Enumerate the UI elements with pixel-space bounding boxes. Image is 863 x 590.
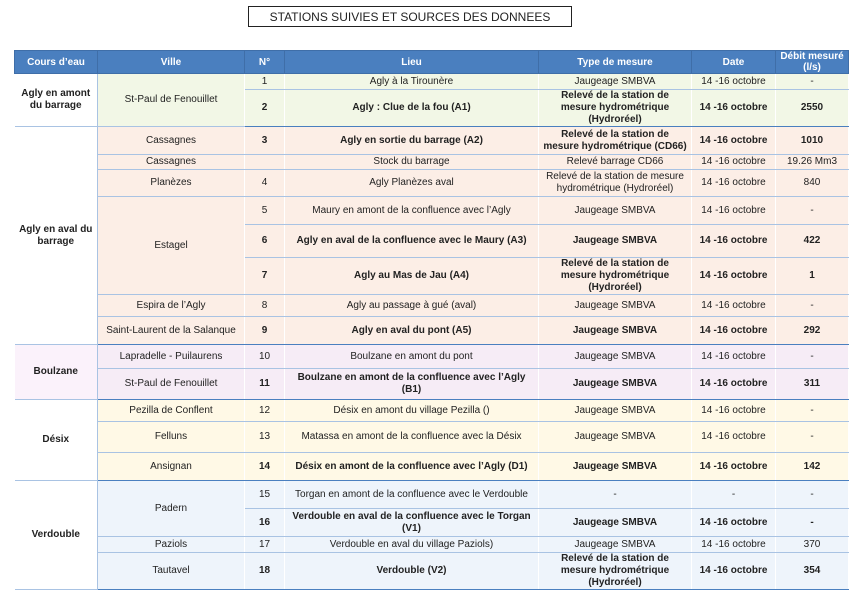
date-cell: 14 -16 octobre <box>692 345 776 369</box>
number-cell: 10 <box>245 345 285 369</box>
header-lieu: Lieu <box>285 51 539 74</box>
number-cell: 18 <box>245 553 285 590</box>
location-cell: Agly en sortie du barrage (A2) <box>285 127 539 155</box>
measure-type-cell: Jaugeage SMBVA <box>539 197 692 225</box>
flow-cell: 292 <box>776 317 849 345</box>
measure-type-cell: Relevé de la station de mesure hydrométrique (Hydroréel) <box>539 553 692 590</box>
river-cell: Boulzane <box>15 345 98 400</box>
location-cell: Agly au Mas de Jau (A4) <box>285 258 539 295</box>
table-row <box>15 170 849 197</box>
flow-cell: 311 <box>776 369 849 400</box>
flow-cell: - <box>776 422 849 453</box>
number-cell: 2 <box>245 90 285 127</box>
measure-type-cell: Relevé de la station de mesure hydrométrique (Hydroréel) <box>539 90 692 127</box>
date-cell: 14 -16 octobre <box>692 509 776 537</box>
measure-type-cell: Jaugeage SMBVA <box>539 369 692 400</box>
date-cell: 14 -16 octobre <box>692 369 776 400</box>
number-cell: 13 <box>245 422 285 453</box>
date-cell: 14 -16 octobre <box>692 453 776 481</box>
table-row <box>15 74 849 90</box>
measure-type-cell: Jaugeage SMBVA <box>539 295 692 317</box>
location-cell: Verdouble (V2) <box>285 553 539 590</box>
table-row <box>15 155 849 170</box>
number-cell: 4 <box>245 170 285 197</box>
city-cell: Lapradelle - Puilaurens <box>98 345 245 369</box>
measure-type-cell: Jaugeage SMBVA <box>539 74 692 90</box>
date-cell: 14 -16 octobre <box>692 127 776 155</box>
measure-type-cell: Jaugeage SMBVA <box>539 400 692 422</box>
river-cell: Agly en amont du barrage <box>15 74 98 127</box>
header-numero: N° <box>245 51 285 74</box>
flow-cell: 1010 <box>776 127 849 155</box>
table-row <box>15 553 849 590</box>
location-cell: Agly en aval du pont (A5) <box>285 317 539 345</box>
location-cell: Agly en aval de la confluence avec le Maury (A3) <box>285 225 539 258</box>
measure-type-cell: Relevé de la station de mesure hydrométrique (Hydroréel) <box>539 170 692 197</box>
location-cell: Matassa en amont de la confluence avec la Désix <box>285 422 539 453</box>
measure-type-cell: Jaugeage SMBVA <box>539 422 692 453</box>
table-row <box>15 422 849 453</box>
flow-cell: 370 <box>776 537 849 553</box>
city-cell: Espira de l’Agly <box>98 295 245 317</box>
table-row <box>15 453 849 481</box>
city-cell: Felluns <box>98 422 245 453</box>
city-cell: Planèzes <box>98 170 245 197</box>
header-debit: Débit mesuré (l/s) <box>776 51 849 74</box>
flow-cell: - <box>776 481 849 509</box>
table-row <box>15 400 849 422</box>
number-cell: 7 <box>245 258 285 295</box>
city-cell: Paziols <box>98 537 245 553</box>
location-cell: Stock du barrage <box>285 155 539 170</box>
header-type-de-mesure: Type de mesure <box>539 51 692 74</box>
city-cell: St-Paul de Fenouillet <box>98 369 245 400</box>
number-cell: 3 <box>245 127 285 155</box>
city-cell: St-Paul de Fenouillet <box>98 74 245 127</box>
city-cell: Cassagnes <box>98 127 245 155</box>
measure-type-cell: Jaugeage SMBVA <box>539 317 692 345</box>
flow-cell: 422 <box>776 225 849 258</box>
date-cell: 14 -16 octobre <box>692 225 776 258</box>
location-cell: Désix en amont de la confluence avec l’Agly (D1) <box>285 453 539 481</box>
location-cell: Verdouble en aval du village Paziols) <box>285 537 539 553</box>
number-cell: 6 <box>245 225 285 258</box>
location-cell: Agly au passage à gué (aval) <box>285 295 539 317</box>
date-cell: 14 -16 octobre <box>692 317 776 345</box>
location-cell: Agly à la Tirounère <box>285 74 539 90</box>
measure-type-cell: Jaugeage SMBVA <box>539 509 692 537</box>
date-cell: 14 -16 octobre <box>692 197 776 225</box>
flow-cell: 1 <box>776 258 849 295</box>
page-title: STATIONS SUIVIES ET SOURCES DES DONNEES <box>248 6 572 27</box>
river-cell: Agly en aval du barrage <box>15 127 98 345</box>
table-row <box>15 369 849 400</box>
flow-cell: 2550 <box>776 90 849 127</box>
table-row <box>15 317 849 345</box>
city-cell: Cassagnes <box>98 155 245 170</box>
date-cell: 14 -16 octobre <box>692 155 776 170</box>
header-ville: Ville <box>98 51 245 74</box>
city-cell: Pezilla de Conflent <box>98 400 245 422</box>
stations-table-container <box>14 50 848 590</box>
number-cell: 16 <box>245 509 285 537</box>
location-cell: Désix en amont du village Pezilla () <box>285 400 539 422</box>
city-cell: Tautavel <box>98 553 245 590</box>
flow-cell: 19.26 Mm3 <box>776 155 849 170</box>
date-cell: 14 -16 octobre <box>692 295 776 317</box>
number-cell: 11 <box>245 369 285 400</box>
flow-cell: - <box>776 74 849 90</box>
river-cell: Désix <box>15 400 98 481</box>
flow-cell: 142 <box>776 453 849 481</box>
number-cell: 9 <box>245 317 285 345</box>
measure-type-cell: - <box>539 481 692 509</box>
flow-cell: - <box>776 400 849 422</box>
measure-type-cell: Jaugeage SMBVA <box>539 453 692 481</box>
table-row <box>15 345 849 369</box>
measure-type-cell: Jaugeage SMBVA <box>539 225 692 258</box>
measure-type-cell: Jaugeage SMBVA <box>539 537 692 553</box>
date-cell: 14 -16 octobre <box>692 74 776 90</box>
header-cours-d-eau: Cours d’eau <box>15 51 98 74</box>
number-cell <box>245 155 285 170</box>
city-cell: Padern <box>98 481 245 537</box>
location-cell: Boulzane en amont du pont <box>285 345 539 369</box>
date-cell: 14 -16 octobre <box>692 553 776 590</box>
city-cell: Saint-Laurent de la Salanque <box>98 317 245 345</box>
number-cell: 1 <box>245 74 285 90</box>
measure-type-cell: Relevé barrage CD66 <box>539 155 692 170</box>
flow-cell: - <box>776 197 849 225</box>
table-row <box>15 295 849 317</box>
city-cell: Estagel <box>98 197 245 295</box>
location-cell: Agly : Clue de la fou (A1) <box>285 90 539 127</box>
measure-type-cell: Jaugeage SMBVA <box>539 345 692 369</box>
stations-table-body <box>15 74 849 590</box>
city-cell: Ansignan <box>98 453 245 481</box>
measure-type-cell: Relevé de la station de mesure hydrométrique (CD66) <box>539 127 692 155</box>
table-row <box>15 127 849 155</box>
date-cell: 14 -16 octobre <box>692 258 776 295</box>
date-cell: 14 -16 octobre <box>692 170 776 197</box>
number-cell: 5 <box>245 197 285 225</box>
header-date: Date <box>692 51 776 74</box>
table-row <box>15 197 849 225</box>
river-cell: Verdouble <box>15 481 98 590</box>
number-cell: 12 <box>245 400 285 422</box>
location-cell: Maury en amont de la confluence avec l’Agly <box>285 197 539 225</box>
date-cell: 14 -16 octobre <box>692 422 776 453</box>
date-cell: - <box>692 481 776 509</box>
table-header-row <box>15 51 849 74</box>
flow-cell: - <box>776 345 849 369</box>
flow-cell: 354 <box>776 553 849 590</box>
number-cell: 17 <box>245 537 285 553</box>
flow-cell: - <box>776 509 849 537</box>
date-cell: 14 -16 octobre <box>692 400 776 422</box>
stations-table <box>14 50 849 590</box>
number-cell: 14 <box>245 453 285 481</box>
date-cell: 14 -16 octobre <box>692 537 776 553</box>
flow-cell: 840 <box>776 170 849 197</box>
location-cell: Agly Planèzes aval <box>285 170 539 197</box>
location-cell: Torgan en amont de la confluence avec le Verdouble <box>285 481 539 509</box>
location-cell: Verdouble en aval de la confluence avec le Torgan (V1) <box>285 509 539 537</box>
table-row <box>15 481 849 509</box>
flow-cell: - <box>776 295 849 317</box>
number-cell: 8 <box>245 295 285 317</box>
location-cell: Boulzane en amont de la confluence avec l’Agly (B1) <box>285 369 539 400</box>
table-row <box>15 537 849 553</box>
date-cell: 14 -16 octobre <box>692 90 776 127</box>
measure-type-cell: Relevé de la station de mesure hydrométrique (Hydroréel) <box>539 258 692 295</box>
number-cell: 15 <box>245 481 285 509</box>
